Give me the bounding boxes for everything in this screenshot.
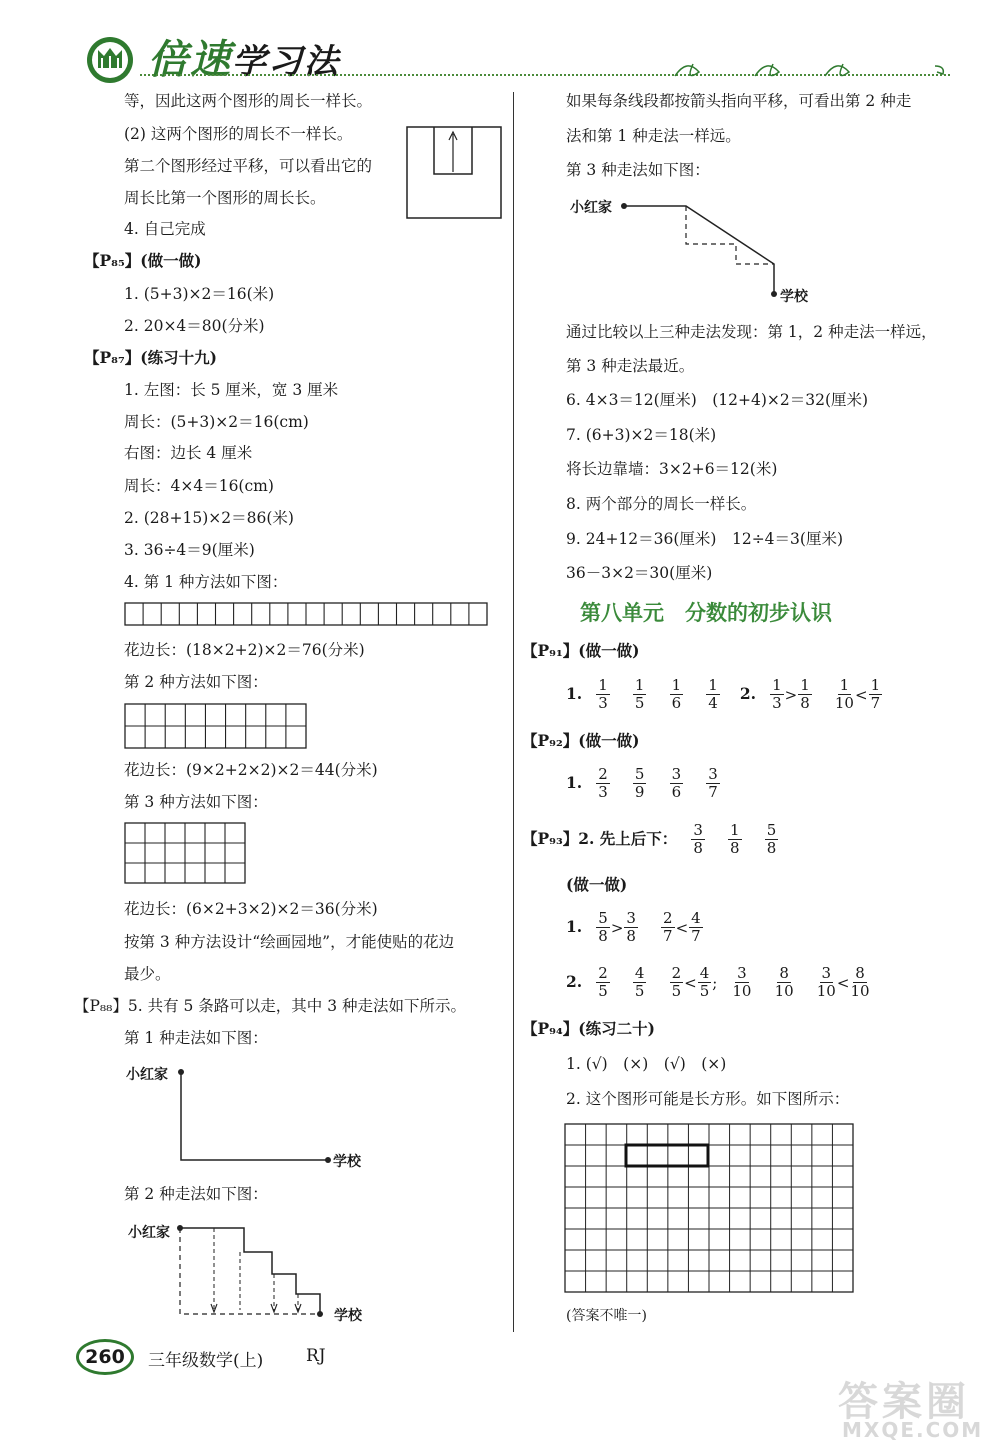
section-tag-p94: 【P₉₄】(练习二十) bbox=[522, 1019, 655, 1038]
text-line: 如果每条线段都按箭头指向平移，可看出第 2 种走 bbox=[566, 92, 912, 110]
fraction bbox=[670, 766, 684, 801]
fraction bbox=[633, 677, 647, 712]
fraction bbox=[817, 965, 836, 1000]
text-line: 8. 两个部分的周长一样长。 bbox=[566, 495, 757, 513]
item-number: 1. bbox=[566, 684, 583, 703]
numerator: 4 bbox=[699, 964, 710, 982]
fraction bbox=[670, 965, 684, 1000]
text-line: 周长：(5+3)×2＝16(cm) bbox=[124, 413, 309, 431]
denominator: 10 bbox=[850, 982, 870, 1000]
denominator: 3 bbox=[598, 783, 608, 801]
denominator: 8 bbox=[766, 839, 777, 857]
fraction bbox=[596, 677, 610, 712]
denominator: 7 bbox=[708, 783, 718, 801]
home-label: 小红家 bbox=[126, 1067, 168, 1083]
text-line: 第 3 种方法如下图： bbox=[124, 793, 268, 811]
fraction bbox=[596, 766, 610, 801]
section-tag-p91: 【P₉₁】(做一做) bbox=[522, 641, 640, 660]
numerator: 1 bbox=[634, 676, 645, 694]
fraction bbox=[624, 910, 638, 945]
p93-cmp-row-2 bbox=[566, 965, 879, 1000]
denominator: 6 bbox=[671, 694, 682, 712]
text-line: 4. 第 1 种方法如下图： bbox=[124, 573, 288, 591]
denominator: 6 bbox=[671, 783, 682, 801]
text-line: 2. 这个图形可能是长方形。如下图所示： bbox=[566, 1090, 850, 1108]
numerator: 2 bbox=[598, 964, 608, 982]
text-line: 花边长：(9×2+2×2)×2＝44(分米) bbox=[124, 761, 378, 779]
fraction bbox=[596, 965, 610, 1000]
school-label: 学校 bbox=[780, 289, 808, 305]
section-tag-p93: 【P₉₃】2. 先上后下： bbox=[522, 829, 678, 848]
text-line: 2. (28+15)×2＝86(米) bbox=[124, 509, 294, 527]
comparison-sign: < bbox=[675, 918, 689, 937]
text-line: 第 3 种走法如下图： bbox=[566, 161, 710, 179]
text-line: 1. (5+3)×2＝16(米) bbox=[124, 285, 275, 303]
p92-row bbox=[566, 766, 729, 801]
fraction bbox=[728, 822, 742, 857]
numerator: 3 bbox=[626, 909, 636, 927]
denominator: 10 bbox=[774, 982, 794, 1000]
item-number: 1. bbox=[566, 773, 583, 792]
fraction bbox=[661, 910, 675, 945]
numerator: 1 bbox=[772, 676, 782, 694]
fraction bbox=[732, 965, 751, 1000]
numerator: 2 bbox=[598, 765, 608, 783]
book-logo-icon bbox=[82, 34, 138, 86]
fraction bbox=[706, 766, 720, 801]
fraction bbox=[765, 822, 779, 857]
fraction bbox=[798, 677, 812, 712]
home-label: 小红家 bbox=[128, 1225, 170, 1241]
sub-tag: (做一做) bbox=[566, 875, 628, 894]
school-label: 学校 bbox=[333, 1154, 361, 1170]
numerator: 4 bbox=[634, 964, 645, 982]
denominator: 10 bbox=[732, 982, 752, 1000]
unit-title: 第八单元 分数的初步认识 bbox=[580, 601, 832, 625]
numerator: 1 bbox=[671, 676, 682, 694]
denominator: 3 bbox=[772, 694, 782, 712]
school-label: 学校 bbox=[334, 1308, 362, 1324]
text-line: 第 1 种走法如下图： bbox=[124, 1029, 268, 1047]
text-line: 花边长：(6×2+3×2)×2＝36(分米) bbox=[124, 900, 378, 918]
text-line: 右图：边长 4 厘米 bbox=[124, 444, 253, 462]
text-line: 周长比第一个图形的周长长。 bbox=[124, 189, 326, 207]
fraction bbox=[869, 677, 883, 712]
text-line: 2. 20×4＝80(分米) bbox=[124, 317, 265, 335]
text-line: (2) 这两个图形的周长不一样长。 bbox=[124, 125, 353, 143]
fraction bbox=[596, 910, 610, 945]
text-line: 第 2 种走法如下图： bbox=[124, 1185, 268, 1203]
denominator: 7 bbox=[870, 694, 881, 712]
numerator: 3 bbox=[708, 765, 718, 783]
text-line: 第二个图形经过平移，可以看出它的 bbox=[124, 157, 373, 175]
edition: RJ bbox=[306, 1346, 326, 1366]
section-tag-p92: 【P₉₂】(做一做) bbox=[522, 731, 640, 750]
denominator: 3 bbox=[598, 694, 608, 712]
brand-title bbox=[148, 28, 340, 85]
comparison-sign: < bbox=[836, 973, 850, 992]
denominator: 5 bbox=[699, 982, 710, 1000]
brand-title-b: 学习法 bbox=[232, 42, 340, 82]
item-number: 1. bbox=[566, 917, 583, 936]
numerator: 3 bbox=[671, 765, 682, 783]
numerator: 4 bbox=[691, 909, 701, 927]
text-line: 花边长：(18×2+2)×2＝76(分米) bbox=[124, 641, 365, 659]
home-label: 小红家 bbox=[570, 200, 612, 216]
numerator: 5 bbox=[766, 821, 777, 839]
square-grid-answer bbox=[564, 1123, 856, 1295]
text-line: 将长边靠墙：3×2+6＝12(米) bbox=[566, 460, 778, 478]
text-line: 1. (√) (×) (√) (×) bbox=[566, 1055, 727, 1073]
text-line: 等，因此这两个图形的周长一样长。 bbox=[124, 92, 373, 110]
denominator: 8 bbox=[598, 927, 608, 945]
denominator: 8 bbox=[730, 839, 740, 857]
numerator: 1 bbox=[870, 676, 881, 694]
fraction bbox=[775, 965, 794, 1000]
text-line: 9. 24+12＝36(厘米) 12÷4＝3(厘米) bbox=[566, 530, 843, 548]
fraction bbox=[770, 677, 784, 712]
p93-cmp-row-1 bbox=[566, 910, 712, 945]
denominator: 8 bbox=[693, 839, 703, 857]
text-line: 通过比较以上三种走法发现：第 1，2 种走法一样远， bbox=[566, 323, 937, 341]
fraction bbox=[698, 965, 712, 1000]
text-line: 第 3 种走法最近。 bbox=[566, 357, 695, 375]
denominator: 5 bbox=[634, 694, 645, 712]
section-tag: 【P₈₅】(做一做) bbox=[84, 251, 202, 270]
numerator: 1 bbox=[598, 676, 608, 694]
text-line: 3. 36÷4＝9(厘米) bbox=[124, 541, 255, 559]
text-line: 按第 3 种方法设计“绘画园地”，才能使贴的花边 bbox=[124, 933, 455, 951]
item-number: 2. bbox=[566, 972, 583, 991]
text-line: 最少。 bbox=[124, 965, 171, 983]
grid-method-2 bbox=[124, 703, 310, 751]
text-line: 1. 左图：长 5 厘米，宽 3 厘米 bbox=[124, 381, 339, 399]
numerator: 5 bbox=[634, 765, 645, 783]
numerator: 8 bbox=[855, 964, 865, 982]
header-swirl-decoration bbox=[670, 58, 960, 84]
route-3-diagram bbox=[616, 196, 791, 306]
section-tag: 【P₈₇】(练习十九) bbox=[84, 348, 217, 367]
denominator: 4 bbox=[708, 694, 718, 712]
fraction bbox=[633, 766, 647, 801]
fraction bbox=[689, 910, 703, 945]
page-number: 260 bbox=[76, 1339, 134, 1375]
route-2-diagram bbox=[176, 1218, 346, 1322]
fraction bbox=[850, 965, 869, 1000]
fraction bbox=[633, 965, 647, 1000]
numerator: 3 bbox=[821, 964, 832, 982]
numerator: 3 bbox=[737, 964, 747, 982]
comparison-sign: > bbox=[610, 918, 624, 937]
grid-method-3 bbox=[124, 822, 248, 886]
denominator: 10 bbox=[816, 982, 836, 1000]
numerator: 5 bbox=[598, 909, 608, 927]
watermark-url: MXQE.COM bbox=[842, 1418, 984, 1442]
text-line: 周长：4×4＝16(cm) bbox=[124, 477, 274, 495]
numerator: 3 bbox=[693, 821, 703, 839]
watermark-logo: 答案圈 bbox=[838, 1379, 970, 1425]
text-line: 4. 自己完成 bbox=[124, 220, 206, 238]
denominator: 7 bbox=[691, 927, 701, 945]
numerator: 1 bbox=[800, 676, 810, 694]
denominator: 10 bbox=[834, 694, 854, 712]
text-line: 7. (6+3)×2＝18(米) bbox=[566, 426, 717, 444]
numerator: 2 bbox=[671, 964, 682, 982]
numerator: 8 bbox=[779, 964, 789, 982]
book-name: 三年级数学(上) bbox=[148, 1351, 264, 1371]
fraction bbox=[670, 677, 684, 712]
comparison-sign: < bbox=[684, 973, 697, 992]
fraction bbox=[835, 677, 854, 712]
grid-method-1 bbox=[124, 601, 490, 629]
comparison-sign: > bbox=[784, 685, 798, 704]
denominator: 8 bbox=[800, 694, 810, 712]
separator: ; bbox=[712, 973, 718, 992]
numerator: 1 bbox=[708, 676, 718, 694]
denominator: 5 bbox=[671, 982, 682, 1000]
denominator: 8 bbox=[626, 927, 636, 945]
denominator: 5 bbox=[634, 982, 645, 1000]
numerator: 1 bbox=[730, 821, 740, 839]
comparison-sign: < bbox=[854, 685, 868, 704]
denominator: 9 bbox=[634, 783, 645, 801]
denominator: 7 bbox=[663, 927, 673, 945]
text-line: 法和第 1 种走法一样远。 bbox=[566, 127, 741, 145]
perimeter-figure bbox=[404, 124, 504, 222]
text-line: 第 2 种方法如下图： bbox=[124, 673, 268, 691]
p93-row bbox=[522, 822, 787, 857]
numerator: 2 bbox=[663, 909, 673, 927]
text-line: 6. 4×3＝12(厘米) (12+4)×2＝32(厘米) bbox=[566, 391, 869, 409]
text-line: 36－3×2＝30(厘米) bbox=[566, 564, 713, 582]
p91-row bbox=[566, 677, 891, 712]
fraction bbox=[706, 677, 720, 712]
item-number: 2. bbox=[739, 684, 757, 703]
numerator: 1 bbox=[839, 676, 850, 694]
column-divider bbox=[513, 92, 514, 1332]
note-text: (答案不唯一) bbox=[566, 1308, 647, 1324]
brand-title-a: 倍速 bbox=[148, 37, 232, 83]
denominator: 5 bbox=[598, 982, 608, 1000]
fraction bbox=[691, 822, 705, 857]
text-line: 【P₈₈】5. 共有 5 条路可以走，其中 3 种走法如下所示。 bbox=[74, 997, 467, 1015]
